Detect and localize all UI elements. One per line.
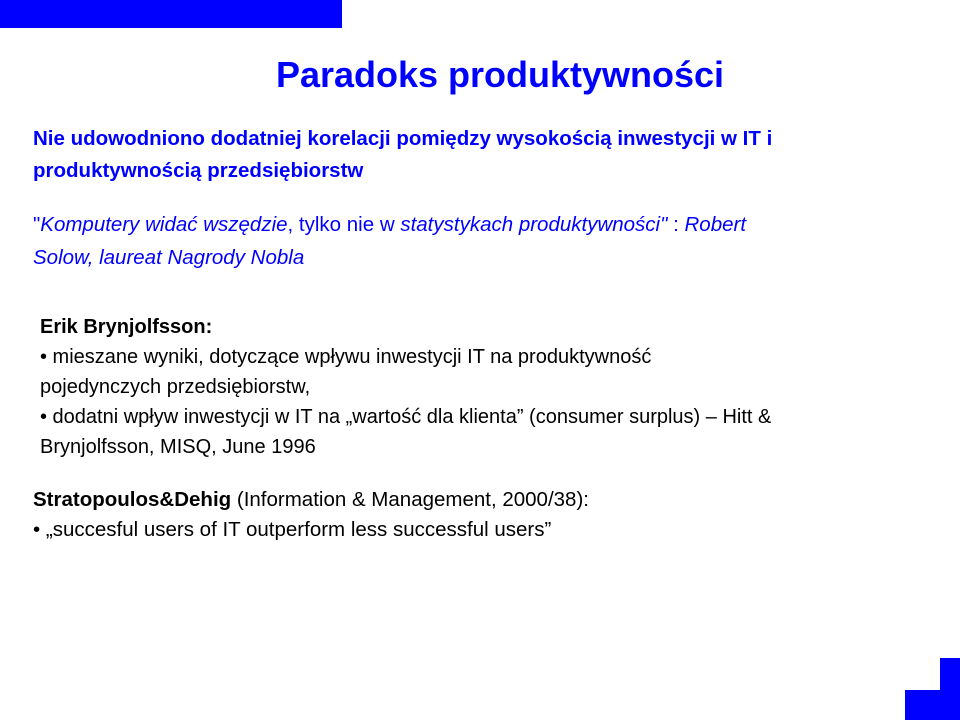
solow-quote xyxy=(33,208,933,274)
stratopoulos-section xyxy=(33,485,933,545)
quote-italic-3: Robert xyxy=(684,213,747,236)
brynjolfsson-bullet-1-line-1: • mieszane wyniki, dotyczące wpływu inwestycji IT na produktywność xyxy=(40,346,652,368)
brynjolfsson-bullet-2-line-2: Brynjolfsson, MISQ, June 1996 xyxy=(40,436,316,458)
intro-statement xyxy=(33,123,933,187)
decor-bar-bottom-right-horizontal xyxy=(905,690,960,720)
quote-normal-2: : xyxy=(667,213,685,236)
intro-line-1: Nie udowodniono dodatniej korelacji pomiędzy wysokością inwestycji w IT i xyxy=(33,127,773,150)
stratopoulos-header xyxy=(33,485,933,515)
brynjolfsson-bullet-2-line-1: • dodatni wpływ inwestycji w IT na „wartość dla klienta” (consumer surplus) – Hitt & xyxy=(40,406,772,428)
quote-italic-2: statystykach produktywności" xyxy=(400,213,668,236)
slide-title: Paradoks produktywności xyxy=(275,54,725,95)
brynjolfsson-header: Erik Brynjolfsson: xyxy=(40,316,213,338)
decor-bar-top xyxy=(0,0,342,28)
intro-line-2: produktywnością przedsiębiorstw xyxy=(33,159,364,182)
quote-italic-1: Komputery widać wszędzie xyxy=(40,213,288,236)
quote-open-mark: " xyxy=(33,213,41,236)
stratopoulos-source: (Information & Management, 2000/38): xyxy=(231,488,589,511)
stratopoulos-authors: Stratopoulos&Dehig xyxy=(33,488,232,511)
brynjolfsson-section xyxy=(40,312,930,462)
quote-normal-1: , tylko nie w xyxy=(287,213,401,236)
quote-line-2: Solow, laureat Nagrody Nobla xyxy=(33,246,305,269)
quote-line-1 xyxy=(33,208,933,241)
brynjolfsson-bullet-1-line-2: pojedynczych przedsiębiorstw, xyxy=(40,376,311,398)
stratopoulos-bullet: • „succesful users of IT outperform less successful users” xyxy=(33,518,552,541)
